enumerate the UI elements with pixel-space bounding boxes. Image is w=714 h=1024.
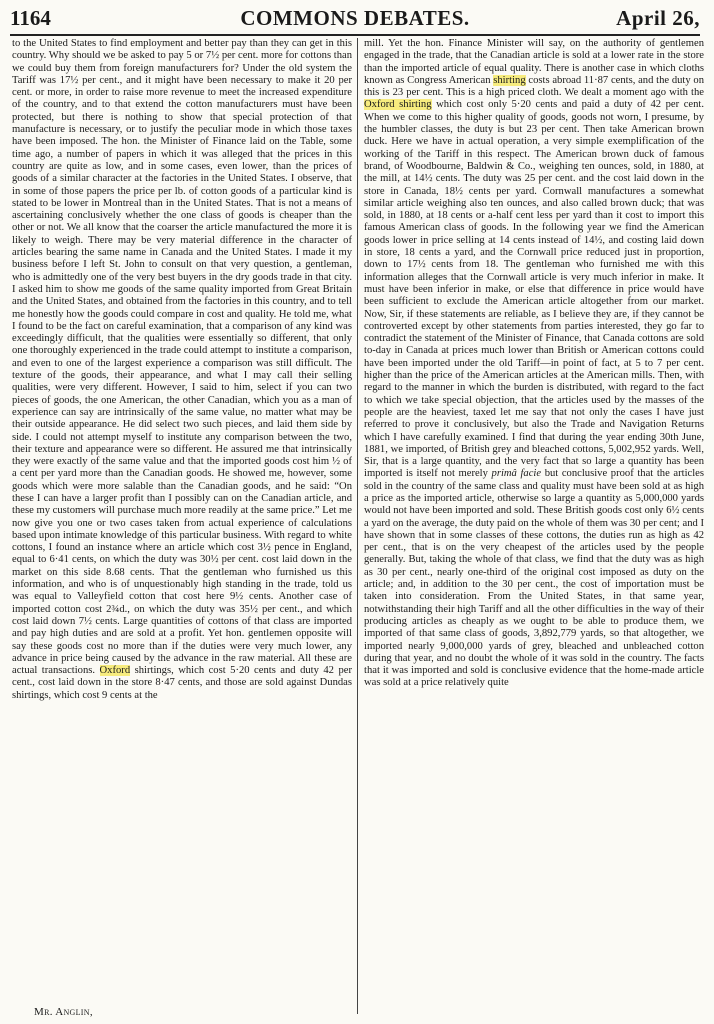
highlight-oxford-shirting: Oxford shirting <box>364 99 432 111</box>
highlight-shirting: shirting <box>493 74 526 86</box>
highlight-oxford: Oxford <box>99 665 131 677</box>
left-column <box>12 38 352 1014</box>
right-text-4: but conclusive proof that the articles sold in the country of the same class and quality must have been sold at as high a price as the imported article, otherwise so large a quantity as 5,000,000 yards would not have been imported and sold. These British goods cost only 6½ cents a yard on the average, the duty paid on the whole of them was 30 per cent; and I have shown that in some classes of these cottons, the duties run as high as 42 per cent., that is on the very cheapest of the articles used by the people generally. But, taking the whole of that class, we find that the duty was as high as 30 per cent., nearly one-third of the original cost imposed as duty on the article; and, in addition to the 30 per cent., the cost of importation must be taken into consideration. From the United States, in that same year, notwithstanding their high Tariff and all the other difficulties in the way of their producing articles as cheaply as we ought to be able to produce them, we imported of that same class of goods, 3,892,779 yards, so that altogether, we imported nearly 9,000,000 yards of grey, bleached and unbleached cotton during that year, and no doubt the whole of it was sold in the country. The facts that it was imported and sold is conclusive evidence that the home-made article was sold at a price relatively quite <box>364 468 704 689</box>
column-divider <box>357 38 358 1014</box>
left-text-1: to the United States to find employment and better pay than they can get in this country. Why should we be asked to pay 5 or 7½ per cent. more for cottons than we could buy them from foreign manufacturers for? Under the old system the Tariff was 17½ per cent., and it might have been necessary to make it 20 per cent. or more, in order to raise more revenue to meet the increased expenditure of the country, and to that extend the cotton manufacturers must have been protected, but there is nothing to show that special protection of that manufacture is necessary, or to justify the peculiar mode in which those taxes have been imposed. The hon. the Minister of Finance laid on the Table, some time ago, a number of papers in which it was alleged that the prices in this country are quite as low, and in some cases, even lower, than the prices of goods of a similar character at the factories in the United States. I observe, that in some of those papers the price per lb. of cotton goods of a particular kind is stated to be lower in Montreal than in the United States. That is not a means of ascertaining conclusively whether the one class of goods is cheaper than the other or not. We all know that the coarser the article manufactured the more it is likely to weigh. There may be very material difference in the character of articles bearing the same name in Canada and the United States. I made it my business before I left St. John to consult on that very question, a gentleman, who is admittedly one of the very best buyers in the dry goods trade in that city. I asked him to show me goods of the same quality imported from Great Britain and the United States, and obtained from the factories in this country, and to tell me honestly how the goods could compare in cost and quality. He told me, what I found to be the fact on careful examination, that a comparison of any kind was exceedingly difficult, that the qualities were essentially so different, that only one thoroughly experienced in the trade could attempt to institute a comparison, and even to one of the largest experience a comparison was still difficult. The texture of the goods, their appearance, and what I may call their selling qualities, were very different. However, I said to him, select if you can two pieces of goods, the one American, the other Canadian, which you as a man of experience can say are intrinsically of the same value, no matter what may be their outside appearance. He did select two such pieces, and laid them side by side. I could not attempt myself to institute any comparison between the two, their texture and appearance were so different. He assured me that intrinsically they were exactly of the same value and that the imported goods cost him ½ of a cent per yard more than the Canadian goods. He showed me, however, some goods which were more salable than the Canadian goods, and he said: “On these I can have a larger profit than I possibly can on the Canadian article, and these my customers will purchase much more readily at the same price.” Let me now give you one or two cases taken from actual experience of calculations based upon intimate knowledge of this particular business. With regard to white cottons, I found an instance where an article which cost 3½ pence in England, equal to 6·41 cents, on which the duty was 30½ per cent. cost laid down in the market on this side 8.68 cents. That the gentleman who furnished us this information, and who is of unquestionably high standing in the trade, told us was equal to Valleyfield cotton that cost here 9½ cents. Another case of imported cotton cost 2¾d., on which the duty was 35½ per cent., and which cost laid down 7½ cents. Large quantities of cottons of that class are imported and pay high duties and are sold at a profit. Yet hon. gentlemen opposite will say these goods cost no more than if the duties were very much lower, any advance in price being caused by the advance in the raw material. All these are actual transactions. <box>12 38 352 677</box>
left-text-2: shirtings, which cost 5·20 cents and duty 42 per cent., cost laid down in the store 8·47 cents, and those are sold against Dundas shirtings, which cost 9 cents at the <box>12 665 352 701</box>
page-title: COMMONS DEBATES. <box>240 6 470 30</box>
italic-prima-facie: primâ facie <box>491 468 542 480</box>
right-text-1: mill. Yet the hon. Finance Minister will say, on the authority of gentlemen engaged in the trade, that the Canadian article is sold at a lower rate in the store than the imported article of equal quality. There is another case in which cloths known as Congress American <box>364 38 704 86</box>
page-date: April 26, <box>616 6 700 30</box>
right-text-2: costs abroad 11·87 cents, and the duty on this is 23 per cent. This is a high priced cloth. We dealt a moment ago with the <box>364 74 704 99</box>
right-column <box>364 38 704 1014</box>
right-text-3: which cost only 5·20 cents and paid a duty of 42 per cent. When we come to this higher quality of goods, goods not worn, I presume, by the humbler classes, the duty is but 23 per cent. Then take American brown duck. Here we have in actual operation, a very simple exemplification of the working of the Tariff in this respect. The American brown duck of famous brand, of Woodbourne, Baldwin & Co., weighing ten ounces, sold, in 1880, at the mill, at 14½ cents. The duty was 25 per cent. and the cost laid down in the store in Canada, 18½ cents per yard. Cornwall manufactures a somewhat similar article weighing also ten ounces, and also called brown duck; that was sold, in 1880, at 18 cents or a-half cent less per yard than it cost to import this famous American class of goods. In the following year we find the American goods lower in price selling at 14 cents instead of 14½, and costing laid down in store, 18 cents a yard, and the Cornwall price reduced just in proportion, down to 17½ cents from 18. The gentleman who furnished me with this information alleges that the Cornwall article is very much inferior in make. It must have been inferior in make, or else that difference in price would have been sufficient to exclude the American article altogether from our market. Now, Sir, if these statements are reliable, as I believe they are, if they cannot be controverted except by other statements from parties interested, they go far to contradict the statement of the Minister of Finance, that Canada cottons are sold to-day in Canada at prices much lower than British or American cottons could have been imported under the old Tariff—in point of fact, at 5 to 7 per cent. higher than the price of the American articles at the American mills. Then, with regard to the manner in which the burden is distributed, with regard to the fact to which we take special objection, that the articles used by the masses of the people are the heaviest, taxed let me say that not only the cases I have just referred to prove it conclusively, but also the Trade and Navigation Returns which I have carefully examined. I find that during the year ending 30th June, 1881, we imported, of British grey and bleached cottons, 5,002,952 yards. Well, Sir, that is a large quantity, and the very fact that so large a quantity has been imported is itself not merely <box>364 99 704 480</box>
page-header <box>10 4 700 36</box>
right-column-paragraph <box>364 38 704 690</box>
speaker-name: Mr. Anglin, <box>34 1006 93 1018</box>
left-column-paragraph <box>12 38 352 702</box>
page-number: 1164 <box>10 6 51 30</box>
